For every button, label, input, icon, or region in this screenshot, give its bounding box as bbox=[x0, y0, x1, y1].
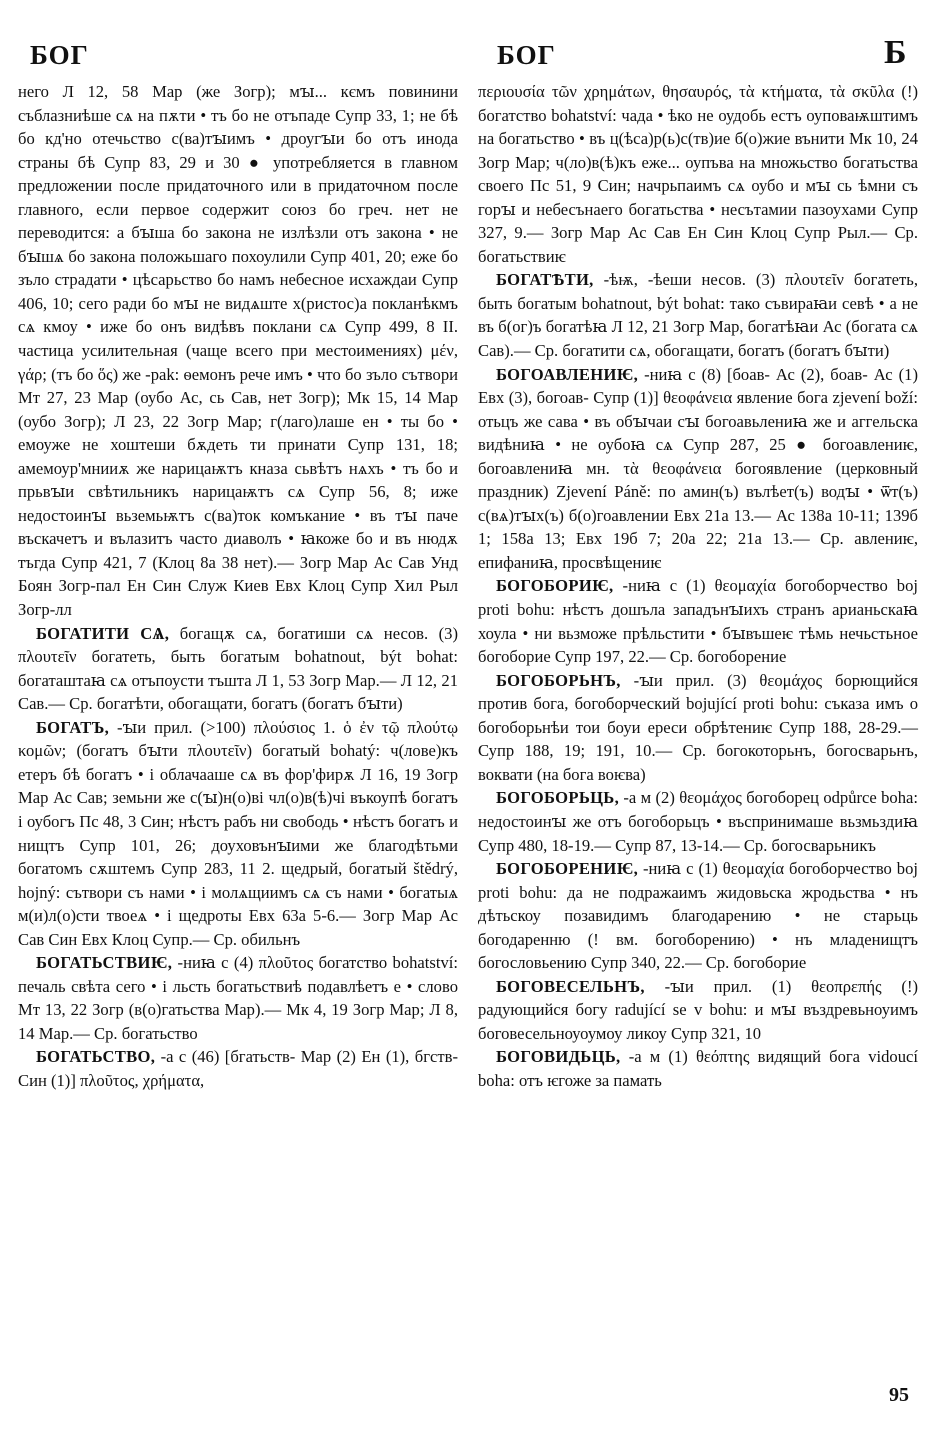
dictionary-entry bbox=[478, 975, 918, 1046]
entry-headword: БОГАТѢТИ, bbox=[496, 270, 594, 290]
left-column bbox=[18, 80, 458, 1093]
dictionary-entry bbox=[478, 1045, 918, 1092]
entry-body: -ниꙗ с (8) [боав- Ас (2), боав- Ас (1) Евх (3), богоав- Супр (1)] θεοφάνεια явление бога zjevení boží: отьцъ же сава • въ обꙑчаи сꙑ богоавьлениꙗ же и аггельска видѣниꙗ • не оубоꙗ сѧ Супр 287, 25 ● богоавлениѥ, богоавлениꙗ мн. τὰ θεοφάνεια богоявление (церковный праздник) Zjevení Páně: по амин(ъ) вълѣет(ъ) водꙑ • ѿт(ъ) с(вѧ)тꙑх(ъ) б(о)гоавлении Евх 21а 13.— Ас 138а 10-11; 139б 1; 158а 13; Евх 19б 7; 20а 22; 21а 13.— Ср. авлениѥ, епифаниꙗ, просвѣщениѥ bbox=[478, 364, 918, 572]
entry-headword: БОГАТИТИ СѦ, bbox=[36, 623, 170, 643]
entry-body: περιουσία τῶν χρημάτων, θησαυρός, τὰ κτήματα, τὰ σκῦλα (!) богатство bohatství: чада • ѣко не оудобь естъ оуповаѭштимъ на богатьство • въ ц(ѣса)р(ь)с(тв)ие б(о)жие вънити Мк 10, 24 Зогр Мар; ч(ло)в(ѣ)къ еже... оупъва на множьство богатьства своего Пс 51, 9 Син; начрьпаимъ сѧ оубо и мꙑ сь ѣмни съ горꙑ и небесънаего богатьства • несътамии пазоухами Супр 327, 9.— Зогр Мар Ас Сав Ен Син Клоц Супр Рыл.— Ср. богатьствиѥ bbox=[478, 82, 918, 266]
dictionary-entry bbox=[18, 80, 458, 622]
entry-body: -ниꙗ с (4) πλοῦτος богатство bohatství: печаль свѣта сего • і льсть богатьствиѣ подавлѣетъ е • слово Мт 13, 22 Зогр (в(о)гатьства Мар).— Мк 4, 19 Зогр Мар; Л 8, 14 Мар.— Ср. богатьство bbox=[18, 953, 458, 1043]
entry-body: -а с (46) [бгатьств- Мар (2) Ен (1), бгств- Син (1)] πλοῦτος, χρήματα, bbox=[18, 1047, 458, 1090]
entry-body: -ꙑи прил. (3) θεομάχος борющийся против бога, богоборческий bojující proti bohu: съказа имъ о богоборьнѣи тои боуи ереси обрѣтениѥ Супр 188, 28-29.— Супр 188, 19; 191, 10.— Ср. богокоторьнъ, богосварьнъ, воквати (на бога воѥва) bbox=[478, 670, 918, 784]
entry-headword: БОГОБОРИѤ, bbox=[496, 576, 614, 596]
entry-headword: БОГОВИДЬЦЬ, bbox=[496, 1047, 621, 1067]
dictionary-entry bbox=[478, 268, 918, 362]
dictionary-entry bbox=[18, 951, 458, 1045]
entry-headword: БОГОБОРЬНЪ, bbox=[496, 670, 621, 690]
dictionary-entry bbox=[18, 622, 458, 716]
entry-body: -ѣѭ, -ѣеши несов. (3) πλουτεῖν богатеть, быть богатым bohatnout, být bohat: тако съвираꙗи севѣ • а не въ б(ог)ъ богатѣꙗ Л 12, 21 Зогр Мар, богатѣꙗи Ас (богата сѧ Сав).— Ср. богатити сѧ, обогащати, богатъ (богатъ бꙑти) bbox=[478, 270, 918, 361]
entry-headword: БОГОВЕСЕЛЬНЪ, bbox=[496, 976, 645, 996]
page-number: 95 bbox=[889, 1384, 909, 1406]
dictionary-entry bbox=[478, 363, 918, 575]
right-column bbox=[478, 80, 918, 1093]
dictionary-entry bbox=[478, 857, 918, 975]
entry-body: -ꙑи прил. (1) θεοπρεπής (!) радующийся богу radující se v bohu: и мꙑ въздревьноуимъ боговесельноуоумоу ликоу Супр 321, 10 bbox=[478, 976, 918, 1043]
entry-headword: БОГОАВЛЕНИѤ, bbox=[496, 364, 639, 384]
entry-body: -ниꙗ с (1) θεομαχία богоборчество boj proti bohu: да не подражаимъ жидовьска жродьства • нъ дѣтьскоу позавидимъ благодарению • не старьць богодаренню (! вм. богоборению) • нъ младенищтъ богословьению Супр 340, 22.— Ср. богоборие bbox=[478, 859, 918, 973]
running-head-center: БОГ bbox=[497, 40, 556, 70]
dictionary-entry bbox=[18, 1045, 458, 1092]
entry-headword: БОГОБОРЬЦЬ, bbox=[496, 788, 620, 808]
entry-body: богащѫ сѧ, богатиши сѧ несов. (3) πλουτεῖν богатеть, быть богатым bohatnout, být bohat: богаташтаꙗ сѧ отъпоусти тъшта Л 1, 53 Зогр Мар.— Л 12, 21 Сав.— Ср. богатѣти, обогащати, богатъ (богатъ бꙑти) bbox=[18, 623, 459, 714]
section-letter: Б bbox=[884, 34, 908, 71]
entry-body: -а м (2) θεομάχος богоборец odpůrce boha: недостоинꙑ же отъ богоборьцъ • въспринимаше вьзмьздиꙗ Супр 480, 18-19.— Супр 87, 13-14.— Ср. богосварьникъ bbox=[478, 788, 918, 855]
dictionary-entry bbox=[478, 80, 918, 268]
running-head-left: БОГ bbox=[30, 40, 89, 70]
entry-body: него Л 12, 58 Мар (же Зогр); мꙑ... кємъ повинини съблазниѣше сѧ на пѫти • тъ бо не отъпаде Супр 33, 1; не бѣ бо кд'но отечьство с(ва)тꙑимъ • дроугꙑи бо отъ инода страны бѣ Супр 83, 29 и 30 ● употребляется в главном предложении после придаточного или в придаточном после главного, если первое содержит союз бо греч. нет не переводится: а бꙑша бо закона не излѣзли отъ закона • не бꙑшѧ бо закона положьшаго похоулили Супр 401, 20; еже бо зъло страдати • цѣсарьство бо намъ небесное исхаждаи Супр 406, 10; сего ради бо мꙑ не видѧште х(ристос)а покланѣкмъ сѧ кмоу • иже бо онъ видѣвъ поклани сѧ Супр 499, 8 II. частица усилительная (чаще всего при местоимениях) μέν, γάρ; (тъ бо ὅς) же -pak: ѳемонъ рече имъ • что бо зъло сътвори Мт 27, 23 Мар (оубо Ас, сь Сав, нет Зогр); Мк 15, 14 Мар (оубо Зогр); Л 23, 22 Зогр Мар; г(лаго)лаше ен • ты бо • емоуже не хоштеши бѫдеть ти принати Супр 131, 18; амемоур'мнииѫ же нарицаѭтъ кназа сьвѣтъ нѧхъ • тъ бо и прьвꙑи свѣтильникъ нарицаѭтъ сѧ Супр 56, 8; иже недостоинꙑ вьземьѭтъ с(ва)ток комъкание • въ тꙑ паче въскачетъ и вълазитъ часто диаволъ • ꙗкоже бо и въ нюдѫ тъгда Супр 421, 7 (Клоц 8а 38 нет).— Зогр Мар Ас Сав Унд Боян Зогр-пал Ен Син Служ Киев Евх Клоц Супр Хил Рыл Зогр-лл bbox=[18, 82, 458, 620]
entry-headword: БОГАТЪ, bbox=[36, 717, 110, 737]
entry-headword: БОГАТЬСТВИѤ, bbox=[36, 953, 173, 973]
entry-headword: БОГАТЬСТВО, bbox=[36, 1047, 156, 1067]
entry-headword: БОГОБОРЕНИѤ, bbox=[496, 859, 639, 879]
entry-body: -ниꙗ с (1) θεομαχία богоборчество boj proti bohu: нѣстъ дошъла западънꙑихъ странъ арианьскаꙗ хоула • ни вьзможе прѣльстити • бꙑвъшеѥ тѣмь нечьстьное богоборие Супр 197, 22.— Ср. богоборение bbox=[478, 576, 918, 667]
entry-body: -ꙑи прил. (>100) πλούσιος 1. ὁ ἐν τῷ πλούτῳ κομῶν; (богатъ бꙑти πλουτεῖν) богатый bohatý: ч(лове)къ етеръ бѣ богатъ • і облачааше сѧ въ фор'фирѫ Л 16, 19 Зогр Мар Ас Сав; земьни же с(ꙑ)н(о)ві чл(о)в(ѣ)чі въкоупѣ богатъ і оубогъ Пс 48, 3 Син; нѣстъ рабъ ни свободь • нѣстъ богатъ и нищтъ Супр 101, 26; доуховънꙑими же благодѣтьми богатомъ сѫштемъ Супр 283, 11 2. щедрый, богатый štědrý, hojný: сътвори съ нами • і молѧщиимъ сѧ съ нами • богатыѧ м(и)л(о)сти твоеѧ • і щедроты Евх 63а 5-6.— Зогр Мар Ас Сав Син Евх Клоц Супр.— Ср. обильнъ bbox=[18, 717, 458, 949]
dictionary-entry bbox=[478, 786, 918, 857]
dictionary-entry bbox=[478, 574, 918, 668]
entry-body: -а м (1) θεόπτης видящий бога vidoucí boha: отъ ѥгоже за памать bbox=[478, 1047, 918, 1090]
dictionary-entry bbox=[18, 716, 458, 951]
dictionary-entry bbox=[478, 669, 918, 787]
